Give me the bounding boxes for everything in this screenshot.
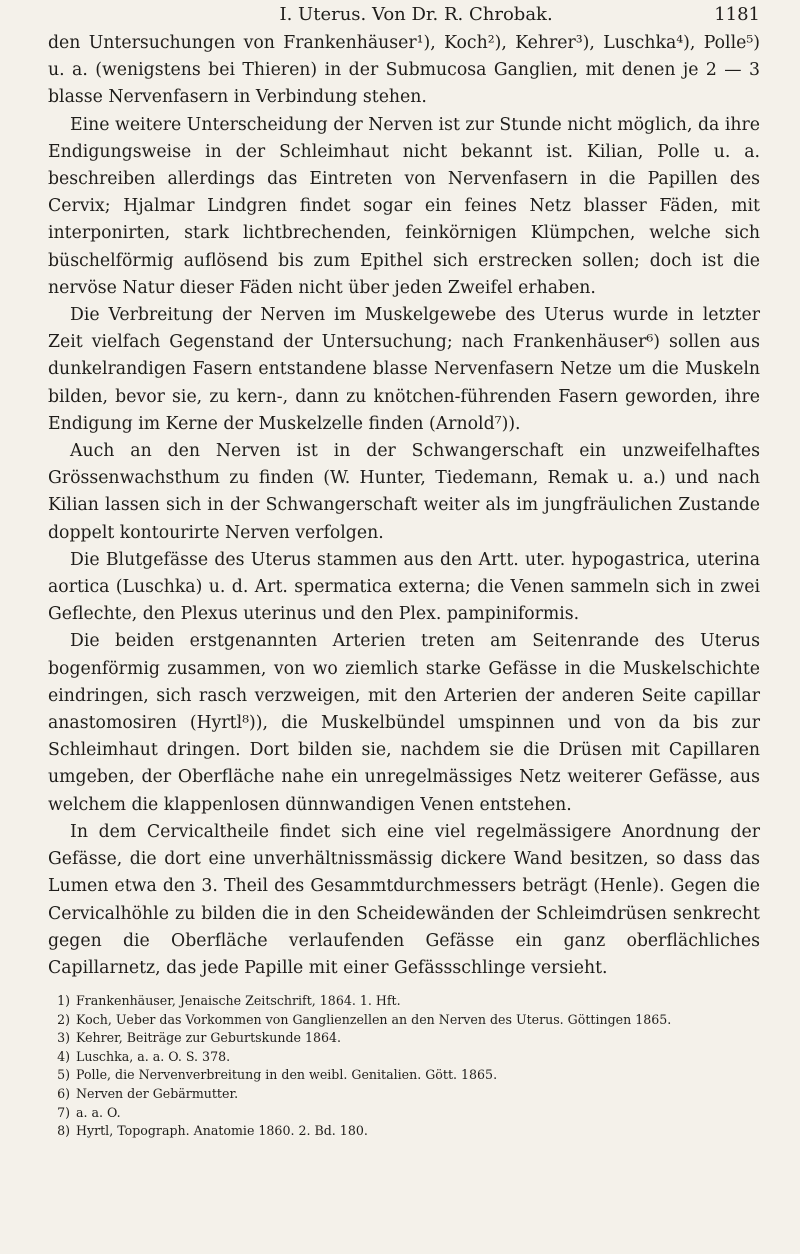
footnote	[48, 1122, 760, 1141]
footnote-text: Polle, die Nervenverbreitung in den weibl. Genitalien. Gött. 1865.	[76, 1067, 498, 1083]
footnote-number: 2)	[57, 1011, 70, 1027]
paragraph: Die beiden erstgenannten Arterien treten am Seitenrande des Uterus bogenförmig zusammen, von wo ziemlich starke Gefässe in die Muskelschichte eindringen, sich rasch verzweigen, mit den Arterien der anderen Seite capillar anastomosiren (Hyrtl⁸)), die Muskelbündel umspinnen und von da bis zur Schleimhaut dringen. Dort bilden sie, nachdem sie die Drüsen mit Capillaren umgeben, der Oberfläche nahe ein unregelmässiges Netz weiterer Gefässe, aus welchem die klappenlosen dünnwandigen Venen entstehen.	[48, 631, 760, 815]
footnote-text: Nerven der Gebärmutter.	[76, 1086, 239, 1102]
footnote-number: 8)	[57, 1123, 70, 1139]
footnote	[48, 1066, 760, 1085]
footnote	[48, 1029, 760, 1048]
footnote-number: 5)	[57, 1067, 70, 1083]
body-text	[48, 30, 760, 982]
footnote-text: Hyrtl, Topograph. Anatomie 1860. 2. Bd. 180.	[76, 1123, 368, 1139]
footnote-text: Kehrer, Beiträge zur Geburtskunde 1864.	[76, 1030, 342, 1046]
running-title: I. Uterus. Von Dr. R. Chrobak.	[279, 4, 553, 25]
footnote-number: 4)	[57, 1048, 70, 1064]
paragraph: In dem Cervicaltheile findet sich eine viel regelmässigere Anordnung der Gefässe, die dort eine unverhältnissmässig dickere Wand besitzen, so dass das Lumen etwa den 3. Theil des Gesammtdurchmessers beträgt (Henle). Gegen die Cervicalhöhle zu bilden die in den Scheidewänden der Schleimdrüsen senkrecht gegen die Oberfläche verlaufenden Gefässe ein ganz oberflächliches Capillarnetz, das jede Papille mit einer Gefässschlinge versieht.	[48, 821, 760, 978]
footnote-number: 1)	[57, 993, 70, 1009]
footnote-text: Frankenhäuser, Jenaische Zeitschrift, 1864. 1. Hft.	[76, 993, 401, 1009]
footnotes	[48, 992, 760, 1141]
footnote	[48, 1011, 760, 1030]
page-number: 1181	[714, 4, 760, 25]
footnote-number: 6)	[57, 1086, 70, 1102]
footnote	[48, 1048, 760, 1067]
footnote	[48, 992, 760, 1011]
paragraph: Eine weitere Unterscheidung der Nerven ist zur Stunde nicht möglich, da ihre Endigungsweise in der Schleimhaut nicht bekannt ist. Kilian, Polle u. a. beschreiben allerdings das Eintreten von Nervenfasern in die Papillen des Cervix; Hjalmar Lindgren findet sogar ein feines Netz blasser Fäden, mit interponirten, stark lichtbrechenden, feinkörnigen Klümpchen, welche sich büschelförmig auflösend bis zum Epithel sich erstrecken sollen; doch ist die nervöse Natur dieser Fäden nicht über jeden Zweifel erhaben.	[48, 114, 760, 298]
footnote-text: a. a. O.	[76, 1104, 121, 1120]
paragraph: Auch an den Nerven ist in der Schwangerschaft ein unzweifelhaftes Grössenwachsthum zu finden (W. Hunter, Tiedemann, Remak u. a.) und nach Kilian lassen sich in der Schwangerschaft weiter als im jungfräulichen Zustande doppelt kontourirte Nerven verfolgen.	[48, 441, 760, 543]
running-header	[48, 4, 760, 30]
footnote-number: 3)	[57, 1030, 70, 1046]
paragraph: Die Blutgefässe des Uterus stammen aus den Artt. uter. hypogastrica, uterina aortica (Luschka) u. d. Art. spermatica externa; die Venen sammeln sich in zwei Geflechte, den Plexus uterinus und den Plex. pampiniformis.	[48, 549, 760, 625]
paragraph: den Untersuchungen von Frankenhäuser¹), Koch²), Kehrer³), Luschka⁴), Polle⁵) u. a. (wenigstens bei Thieren) in der Submucosa Ganglien, mit denen je 2 — 3 blasse Nervenfasern in Verbindung stehen.	[48, 33, 760, 108]
footnote	[48, 1104, 760, 1123]
footnote-number: 7)	[57, 1104, 70, 1120]
footnote-text: Luschka, a. a. O. S. 378.	[76, 1048, 231, 1064]
footnote	[48, 1085, 760, 1104]
footnote-text: Koch, Ueber das Vorkommen von Ganglienzellen an den Nerven des Uterus. Göttingen 1865.	[76, 1011, 672, 1027]
paragraph: Die Verbreitung der Nerven im Muskelgewebe des Uterus wurde in letzter Zeit vielfach Gegenstand der Untersuchung; nach Frankenhäuser⁶) sollen aus dunkelrandigen Fasern entstandene blasse Nervenfasern Netze um die Muskeln bilden, bevor sie, zu kern-, dann zu knötchen-führenden Fasern geworden, ihre Endigung im Kerne der Muskelzelle finden (Arnold⁷)).	[48, 305, 760, 434]
